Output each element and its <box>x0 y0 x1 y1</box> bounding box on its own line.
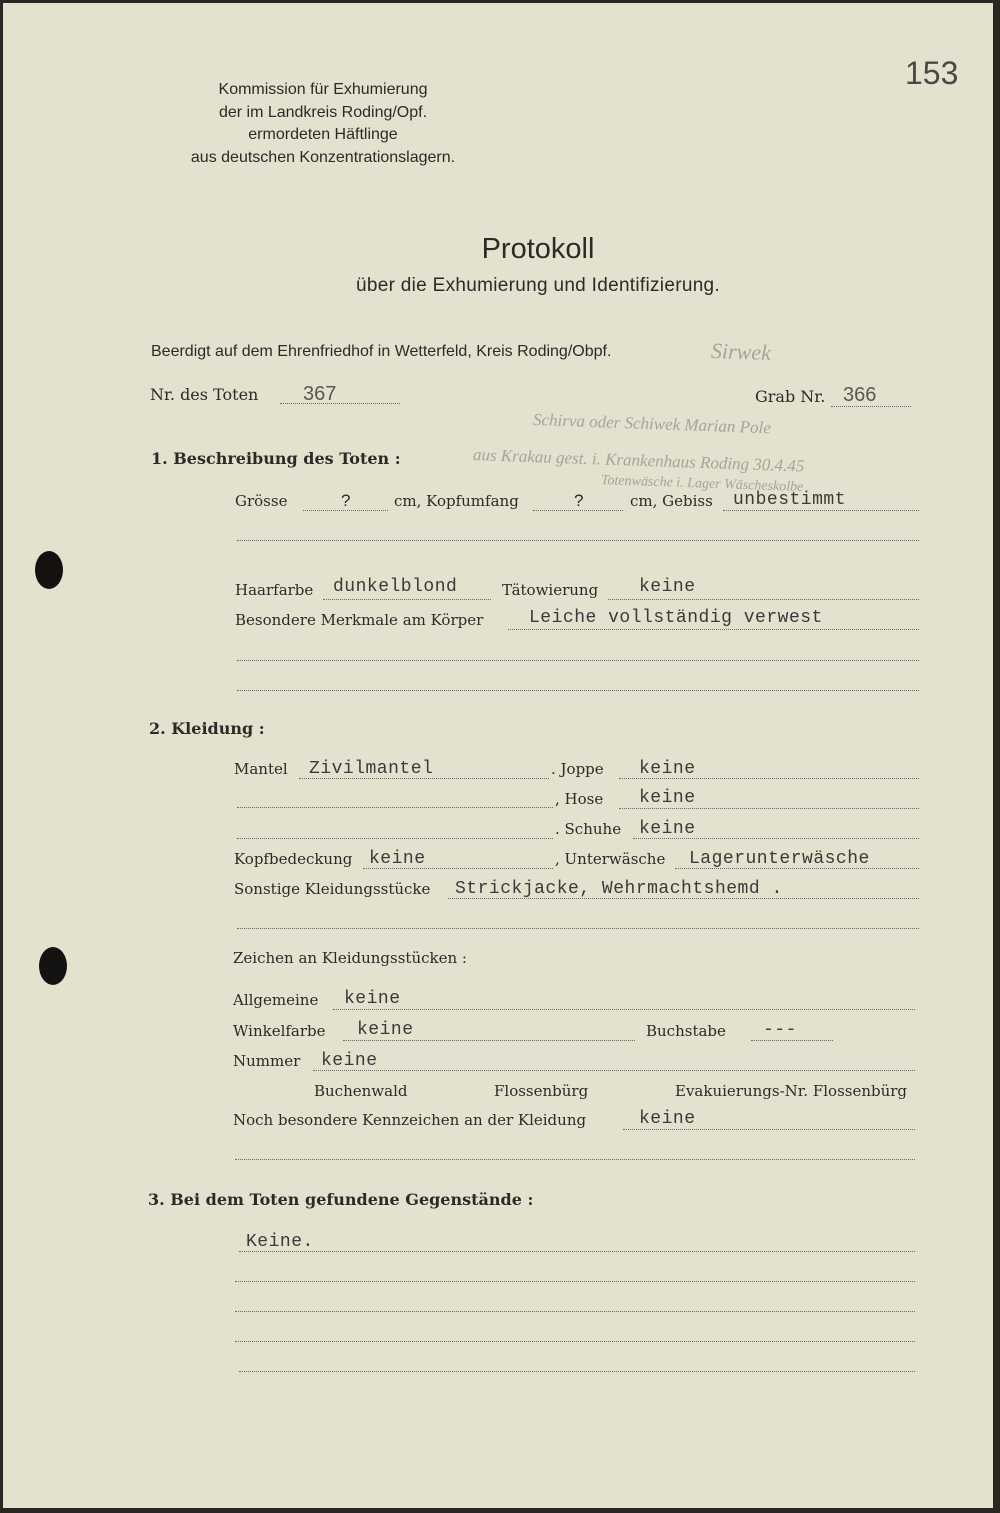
other-clothing-label: Sonstige Kleidungsstücke <box>234 880 431 898</box>
size-value: ? <box>341 491 351 510</box>
grave-number-value: 366 <box>843 384 877 406</box>
burial-label: Beerdigt auf dem Ehrenfriedhof in Wetterfeld, Kreis Roding/Obpf. <box>151 343 612 360</box>
coat-label: Mantel <box>234 760 288 778</box>
special-marks-label: Noch besondere Kennzeichen an der Kleidung <box>233 1111 587 1129</box>
other-clothing-value: Strickjacke, Wehrmachtshemd . <box>455 879 783 899</box>
page-title: Protokoll <box>481 233 595 265</box>
hair-value: dunkelblond <box>333 577 458 597</box>
grave-number-label: Grab Nr. <box>755 387 826 406</box>
commission-line-2: der im Landkreis Roding/Opf. <box>218 103 428 121</box>
angle-color-label: Winkelfarbe <box>233 1022 326 1040</box>
camp-evacuation-number: Evakuierungs-Nr. Flossenbürg <box>675 1082 908 1100</box>
underwear-label: , Unterwäsche <box>555 850 666 868</box>
coat-value: Zivilmantel <box>309 759 434 779</box>
general-signs-label: Allgemeine <box>233 991 319 1009</box>
shoes-value: keine <box>639 819 696 839</box>
underwear-value: Lagerunterwäsche <box>689 849 870 869</box>
letter-value: --- <box>763 1020 797 1040</box>
letter-label: Buchstabe <box>646 1022 726 1040</box>
general-signs-value: keine <box>344 989 401 1009</box>
handwritten-note-laundry: Totenwäsche i. Lager Wäscheskolbe <box>600 473 804 496</box>
head-circumference-label: cm, Kopfumfang <box>394 492 519 510</box>
special-marks-value: keine <box>639 1109 696 1129</box>
clothing-signs-title: Zeichen an Kleidungsstücken : <box>233 949 467 967</box>
trousers-label: , Hose <box>555 790 604 808</box>
tattoo-label: Tätowierung <box>502 581 599 599</box>
number-label: Nummer <box>233 1052 301 1070</box>
teeth-value: unbestimmt <box>733 490 847 510</box>
commission-line-1: Kommission für Exhumierung <box>218 81 428 98</box>
angle-color-value: keine <box>357 1020 414 1040</box>
teeth-label: cm, Gebiss <box>630 492 713 510</box>
camp-flossenbuerg: Flossenbürg <box>494 1082 589 1100</box>
dead-number-label: Nr. des Toten <box>150 385 259 404</box>
punch-hole-bottom <box>39 947 67 985</box>
marks-value: Leiche vollständig verwest <box>529 608 823 628</box>
commission-line-3: ermordeten Häftlinge <box>248 126 398 143</box>
section-3-title: 3. Bei dem Toten gefundene Gegenstände : <box>148 1190 534 1209</box>
jacket-value: keine <box>639 759 696 779</box>
burial-handwritten: Sirwek <box>710 338 772 366</box>
shoes-label: . Schuhe <box>555 820 622 838</box>
punch-hole-top <box>35 551 63 589</box>
section-2-title: 2. Kleidung : <box>149 719 265 738</box>
trousers-value: keine <box>639 788 696 808</box>
size-label: Grösse <box>235 492 288 510</box>
handwritten-note-origin: aus Krakau gest. i. Krankenhaus Roding 30.4.45 <box>472 445 805 476</box>
number-value: keine <box>321 1051 378 1071</box>
page-subtitle: über die Exhumierung und Identifizierung. <box>355 275 721 296</box>
camp-buchenwald: Buchenwald <box>314 1082 408 1100</box>
jacket-label: . Joppe <box>551 760 604 778</box>
commission-line-4: aus deutschen Konzentrationslagern. <box>190 148 456 166</box>
marks-label: Besondere Merkmale am Körper <box>235 611 484 629</box>
tattoo-value: keine <box>639 577 696 597</box>
found-items-value: Keine. <box>246 1232 314 1252</box>
head-circumference-value: ? <box>574 491 584 510</box>
headwear-label: Kopfbedeckung <box>234 850 353 868</box>
headwear-value: keine <box>369 849 426 869</box>
page-number: 153 <box>905 55 959 91</box>
protocol-page <box>3 3 993 1508</box>
handwritten-note-name: Schirva oder Schiwek Marian Pole <box>532 410 772 438</box>
dead-number-value: 367 <box>303 383 337 405</box>
hair-label: Haarfarbe <box>235 581 314 599</box>
section-1-title: 1. Beschreibung des Toten : <box>151 449 401 468</box>
commission-header <box>153 79 493 169</box>
